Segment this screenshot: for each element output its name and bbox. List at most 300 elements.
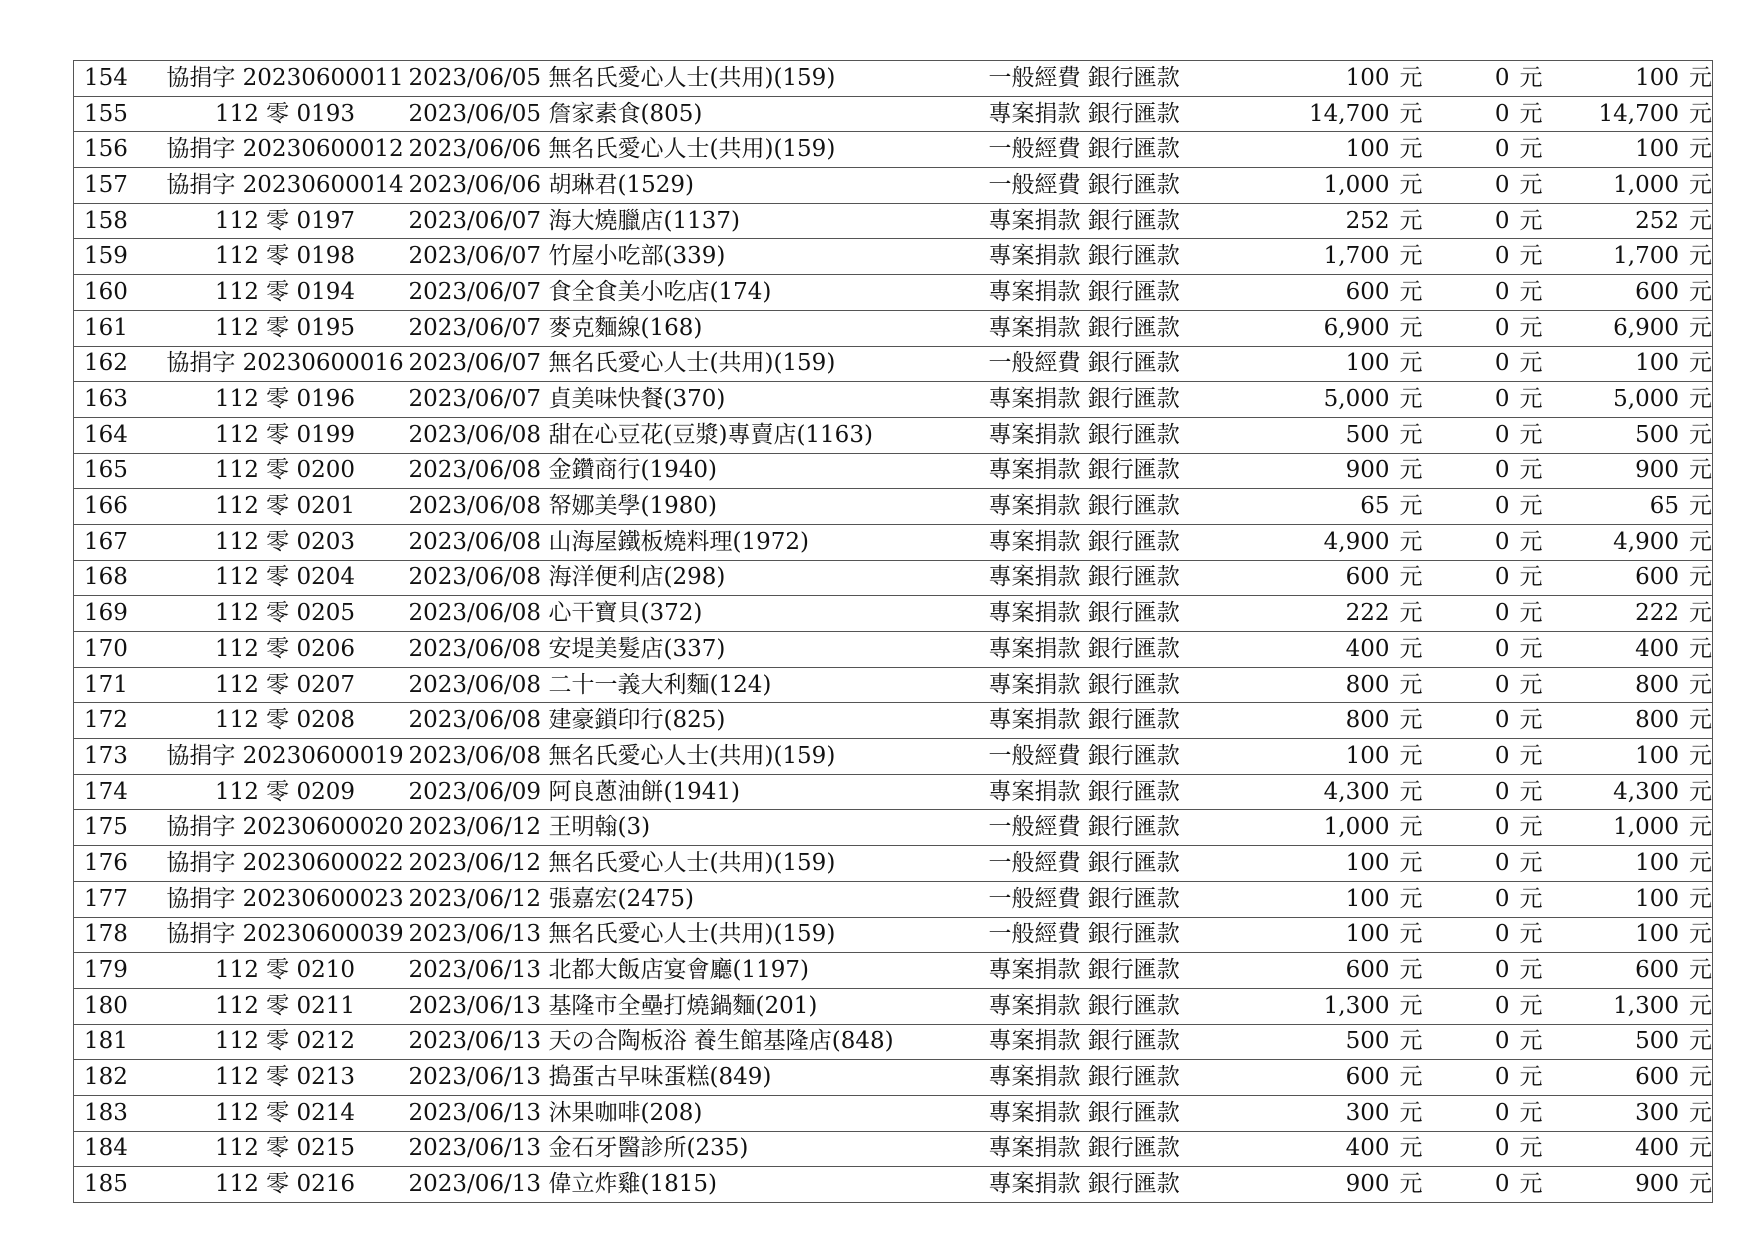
fee-value: 0 (1494, 350, 1510, 377)
receipt-number-cell (162, 881, 409, 917)
date-value: 2023/06/07 (408, 278, 542, 305)
net-amount-value: 800 (1635, 671, 1679, 698)
receipt-number-cell (162, 917, 409, 953)
date-cell (409, 881, 549, 917)
currency-unit: 元 (1519, 1028, 1543, 1055)
date-cell (409, 988, 549, 1024)
currency-unit: 元 (1519, 421, 1543, 448)
serial-number-value: 158 (84, 207, 128, 234)
serial-number-value: 182 (84, 1064, 128, 1091)
donation-type-value: 專案捐款 銀行匯款 (988, 992, 1180, 1019)
currency-unit: 元 (1519, 921, 1543, 948)
donation-type-cell (989, 61, 1209, 97)
donor-name-value: 麥克麵線(168) (548, 314, 703, 341)
date-cell (409, 667, 549, 703)
receipt-number-value: 112 零 0194 (214, 278, 356, 305)
amount-value: 400 (1345, 1135, 1390, 1162)
date-cell (409, 953, 549, 989)
donation-type-cell (989, 953, 1209, 989)
date-cell (409, 560, 549, 596)
serial-number-cell (74, 774, 162, 810)
receipt-number-value: 112 零 0205 (214, 600, 356, 627)
currency-unit: 元 (1689, 849, 1712, 876)
donor-name-value: 無名氏愛心人士(共用)(159) (548, 136, 836, 163)
currency-unit: 元 (1519, 814, 1543, 841)
date-value: 2023/06/08 (408, 528, 542, 555)
fee-cell (1423, 239, 1553, 275)
table-row (74, 1060, 1713, 1096)
donor-name-cell (549, 739, 989, 775)
net-amount-cell (1553, 275, 1713, 311)
serial-number-cell (74, 739, 162, 775)
net-amount-cell (1553, 953, 1713, 989)
receipt-number-value: 112 零 0204 (214, 564, 356, 591)
date-value: 2023/06/05 (408, 100, 542, 127)
net-amount-cell (1553, 1024, 1713, 1060)
net-amount-value: 500 (1635, 421, 1679, 448)
fee-cell (1423, 560, 1553, 596)
serial-number-value: 185 (84, 1171, 128, 1198)
receipt-number-value: 協捐字 20230600023 (166, 885, 404, 912)
donation-type-cell (989, 1167, 1209, 1203)
serial-number-cell (74, 96, 162, 132)
serial-number-cell (74, 1167, 162, 1203)
currency-unit: 元 (1689, 564, 1712, 591)
net-amount-cell (1553, 988, 1713, 1024)
currency-unit: 元 (1519, 635, 1543, 662)
donor-name-cell (549, 667, 989, 703)
receipt-number-value: 協捐字 20230600022 (166, 849, 404, 876)
receipt-number-value: 112 零 0208 (214, 707, 356, 734)
date-cell (409, 61, 549, 97)
currency-unit: 元 (1399, 1028, 1423, 1055)
fee-value: 0 (1494, 992, 1510, 1019)
currency-unit: 元 (1399, 814, 1423, 841)
donation-type-cell (989, 132, 1209, 168)
serial-number-value: 184 (84, 1135, 128, 1162)
currency-unit: 元 (1399, 849, 1423, 876)
donor-name-cell (549, 275, 989, 311)
fee-value: 0 (1494, 635, 1510, 662)
net-amount-cell (1553, 203, 1713, 239)
amount-value: 500 (1345, 1028, 1390, 1055)
currency-unit: 元 (1519, 64, 1543, 91)
currency-unit: 元 (1399, 635, 1423, 662)
donor-name-cell (549, 524, 989, 560)
donation-type-value: 專案捐款 銀行匯款 (988, 207, 1180, 234)
amount-value: 800 (1345, 671, 1390, 698)
amount-value: 222 (1345, 600, 1390, 627)
fee-value: 0 (1494, 671, 1510, 698)
date-value: 2023/06/08 (408, 671, 542, 698)
donor-name-value: 沐果咖啡(208) (548, 1099, 703, 1126)
receipt-number-cell (162, 703, 409, 739)
currency-unit: 元 (1519, 457, 1543, 484)
donation-type-value: 專案捐款 銀行匯款 (988, 314, 1180, 341)
amount-cell (1209, 310, 1423, 346)
date-value: 2023/06/07 (408, 207, 542, 234)
fee-cell (1423, 846, 1553, 882)
receipt-number-cell (162, 417, 409, 453)
donor-name-value: 海大燒臘店(1137) (548, 207, 740, 234)
fee-cell (1423, 1060, 1553, 1096)
receipt-number-value: 協捐字 20230600020 (166, 814, 404, 841)
date-value: 2023/06/13 (408, 1135, 542, 1162)
receipt-number-cell (162, 1024, 409, 1060)
currency-unit: 元 (1689, 885, 1712, 912)
net-amount-value: 100 (1635, 921, 1679, 948)
amount-value: 100 (1345, 742, 1390, 769)
date-value: 2023/06/08 (408, 457, 542, 484)
currency-unit: 元 (1689, 1064, 1712, 1091)
donor-name-cell (549, 382, 989, 418)
net-amount-value: 222 (1635, 600, 1679, 627)
fee-cell (1423, 667, 1553, 703)
donation-type-value: 一般經費 銀行匯款 (988, 885, 1180, 912)
currency-unit: 元 (1519, 1171, 1543, 1198)
fee-cell (1423, 310, 1553, 346)
table-row (74, 774, 1713, 810)
currency-unit: 元 (1689, 314, 1712, 341)
amount-cell (1209, 774, 1423, 810)
serial-number-cell (74, 846, 162, 882)
currency-unit: 元 (1519, 957, 1543, 984)
currency-unit: 元 (1689, 1099, 1712, 1126)
serial-number-cell (74, 667, 162, 703)
currency-unit: 元 (1689, 100, 1712, 127)
currency-unit: 元 (1399, 207, 1423, 234)
amount-cell (1209, 846, 1423, 882)
date-cell (409, 632, 549, 668)
currency-unit: 元 (1689, 171, 1712, 198)
date-value: 2023/06/07 (408, 314, 542, 341)
serial-number-value: 154 (84, 64, 128, 91)
donor-name-cell (549, 453, 989, 489)
date-value: 2023/06/12 (408, 849, 542, 876)
fee-value: 0 (1494, 600, 1510, 627)
table-row (74, 1167, 1713, 1203)
serial-number-cell (74, 1095, 162, 1131)
receipt-number-value: 112 零 0200 (214, 457, 356, 484)
net-amount-value: 600 (1635, 1064, 1679, 1091)
amount-cell (1209, 239, 1423, 275)
serial-number-cell (74, 881, 162, 917)
currency-unit: 元 (1399, 1135, 1423, 1162)
donor-name-value: 王明翰(3) (548, 814, 651, 841)
donor-name-cell (549, 1060, 989, 1096)
serial-number-cell (74, 310, 162, 346)
date-cell (409, 382, 549, 418)
date-value: 2023/06/07 (408, 243, 542, 270)
table-row (74, 667, 1713, 703)
table-row (74, 1095, 1713, 1131)
donor-name-cell (549, 846, 989, 882)
serial-number-value: 155 (84, 100, 128, 127)
receipt-number-cell (162, 239, 409, 275)
amount-value: 1,300 (1323, 992, 1390, 1019)
donation-ledger-table (73, 60, 1713, 1203)
currency-unit: 元 (1519, 386, 1543, 413)
amount-value: 1,700 (1323, 243, 1390, 270)
receipt-number-value: 協捐字 20230600039 (166, 921, 404, 948)
donor-name-value: 甜在心豆花(豆漿)專賣店(1163) (548, 421, 873, 448)
table-row (74, 168, 1713, 204)
date-cell (409, 524, 549, 560)
donor-name-cell (549, 1024, 989, 1060)
receipt-number-value: 112 零 0211 (214, 992, 356, 1019)
fee-cell (1423, 168, 1553, 204)
currency-unit: 元 (1689, 635, 1712, 662)
date-value: 2023/06/13 (408, 1028, 542, 1055)
net-amount-cell (1553, 132, 1713, 168)
currency-unit: 元 (1689, 957, 1712, 984)
amount-cell (1209, 61, 1423, 97)
amount-cell (1209, 988, 1423, 1024)
donation-type-cell (989, 417, 1209, 453)
date-value: 2023/06/12 (408, 885, 542, 912)
fee-cell (1423, 774, 1553, 810)
donor-name-value: 食全食美小吃店(174) (548, 278, 772, 305)
amount-cell (1209, 1131, 1423, 1167)
donor-name-cell (549, 489, 989, 525)
net-amount-cell (1553, 596, 1713, 632)
serial-number-value: 181 (84, 1028, 128, 1055)
amount-cell (1209, 1167, 1423, 1203)
net-amount-cell (1553, 881, 1713, 917)
fee-cell (1423, 203, 1553, 239)
date-cell (409, 810, 549, 846)
fee-value: 0 (1494, 243, 1510, 270)
fee-cell (1423, 953, 1553, 989)
donation-type-cell (989, 382, 1209, 418)
receipt-number-cell (162, 810, 409, 846)
amount-value: 5,000 (1323, 386, 1390, 413)
currency-unit: 元 (1399, 957, 1423, 984)
receipt-number-cell (162, 1167, 409, 1203)
donor-name-cell (549, 168, 989, 204)
receipt-number-cell (162, 953, 409, 989)
net-amount-cell (1553, 489, 1713, 525)
table-row (74, 346, 1713, 382)
currency-unit: 元 (1689, 671, 1712, 698)
amount-cell (1209, 703, 1423, 739)
serial-number-value: 177 (84, 885, 128, 912)
date-cell (409, 132, 549, 168)
net-amount-value: 100 (1635, 849, 1679, 876)
fee-value: 0 (1494, 1135, 1510, 1162)
receipt-number-cell (162, 1060, 409, 1096)
donation-type-value: 專案捐款 銀行匯款 (988, 1135, 1180, 1162)
date-cell (409, 489, 549, 525)
receipt-number-cell (162, 96, 409, 132)
donation-type-value: 一般經費 銀行匯款 (988, 136, 1180, 163)
serial-number-value: 179 (84, 957, 128, 984)
receipt-number-value: 112 零 0195 (214, 314, 356, 341)
net-amount-value: 1,000 (1613, 171, 1679, 198)
receipt-number-value: 112 零 0207 (214, 671, 356, 698)
fee-value: 0 (1494, 957, 1510, 984)
donor-name-cell (549, 917, 989, 953)
table-row (74, 1131, 1713, 1167)
net-amount-cell (1553, 1131, 1713, 1167)
currency-unit: 元 (1689, 778, 1712, 805)
donor-name-value: 竹屋小吃部(339) (548, 243, 726, 270)
currency-unit: 元 (1399, 671, 1423, 698)
receipt-number-cell (162, 632, 409, 668)
table-row (74, 917, 1713, 953)
receipt-number-cell (162, 846, 409, 882)
serial-number-cell (74, 1131, 162, 1167)
receipt-number-cell (162, 168, 409, 204)
receipt-number-value: 112 零 0198 (214, 243, 356, 270)
donor-name-cell (549, 346, 989, 382)
fee-cell (1423, 1024, 1553, 1060)
fee-cell (1423, 881, 1553, 917)
serial-number-value: 168 (84, 564, 128, 591)
donor-name-cell (549, 632, 989, 668)
serial-number-cell (74, 489, 162, 525)
serial-number-cell (74, 632, 162, 668)
receipt-number-value: 112 零 0210 (214, 957, 356, 984)
donor-name-cell (549, 810, 989, 846)
donation-type-cell (989, 489, 1209, 525)
currency-unit: 元 (1689, 992, 1712, 1019)
fee-cell (1423, 61, 1553, 97)
fee-value: 0 (1494, 278, 1510, 305)
donation-type-value: 專案捐款 銀行匯款 (988, 671, 1180, 698)
serial-number-cell (74, 346, 162, 382)
net-amount-cell (1553, 382, 1713, 418)
table-row (74, 61, 1713, 97)
currency-unit: 元 (1689, 493, 1712, 520)
date-value: 2023/06/08 (408, 493, 542, 520)
fee-value: 0 (1494, 564, 1510, 591)
receipt-number-cell (162, 275, 409, 311)
amount-cell (1209, 382, 1423, 418)
date-cell (409, 1167, 549, 1203)
donation-type-value: 專案捐款 銀行匯款 (988, 600, 1180, 627)
currency-unit: 元 (1399, 1064, 1423, 1091)
donation-type-cell (989, 703, 1209, 739)
currency-unit: 元 (1399, 1171, 1423, 1198)
donation-type-value: 專案捐款 銀行匯款 (988, 1171, 1180, 1198)
serial-number-cell (74, 560, 162, 596)
receipt-number-value: 112 零 0215 (214, 1135, 356, 1162)
date-cell (409, 203, 549, 239)
date-value: 2023/06/06 (408, 136, 542, 163)
currency-unit: 元 (1399, 457, 1423, 484)
donation-type-value: 一般經費 銀行匯款 (988, 849, 1180, 876)
fee-value: 0 (1494, 171, 1510, 198)
currency-unit: 元 (1689, 742, 1712, 769)
donor-name-value: 海洋便利店(298) (548, 564, 726, 591)
donor-name-cell (549, 703, 989, 739)
donor-name-value: 偉立炸雞(1815) (548, 1171, 717, 1198)
serial-number-value: 162 (84, 350, 128, 377)
table-row (74, 203, 1713, 239)
donation-type-value: 專案捐款 銀行匯款 (988, 528, 1180, 555)
fee-cell (1423, 96, 1553, 132)
table-row (74, 489, 1713, 525)
receipt-number-cell (162, 524, 409, 560)
serial-number-cell (74, 1060, 162, 1096)
currency-unit: 元 (1689, 707, 1712, 734)
currency-unit: 元 (1399, 386, 1423, 413)
net-amount-cell (1553, 846, 1713, 882)
amount-value: 4,900 (1323, 528, 1390, 555)
amount-value: 400 (1345, 635, 1390, 662)
amount-value: 100 (1345, 136, 1390, 163)
currency-unit: 元 (1399, 278, 1423, 305)
currency-unit: 元 (1689, 600, 1712, 627)
currency-unit: 元 (1399, 493, 1423, 520)
receipt-number-cell (162, 596, 409, 632)
donation-type-cell (989, 96, 1209, 132)
currency-unit: 元 (1689, 278, 1712, 305)
amount-cell (1209, 346, 1423, 382)
net-amount-cell (1553, 739, 1713, 775)
amount-value: 600 (1345, 564, 1390, 591)
net-amount-value: 5,000 (1613, 386, 1679, 413)
donor-name-value: 搗蛋古早味蛋糕(849) (548, 1064, 772, 1091)
receipt-number-cell (162, 1131, 409, 1167)
date-cell (409, 96, 549, 132)
net-amount-cell (1553, 417, 1713, 453)
net-amount-cell (1553, 560, 1713, 596)
donor-name-value: 金鑽商行(1940) (548, 457, 717, 484)
amount-value: 252 (1345, 207, 1390, 234)
amount-value: 4,300 (1323, 778, 1390, 805)
donor-name-cell (549, 596, 989, 632)
receipt-number-cell (162, 346, 409, 382)
net-amount-value: 100 (1635, 742, 1679, 769)
fee-value: 0 (1494, 314, 1510, 341)
table-row (74, 417, 1713, 453)
amount-value: 6,900 (1323, 314, 1390, 341)
fee-value: 0 (1494, 742, 1510, 769)
serial-number-value: 167 (84, 528, 128, 555)
date-cell (409, 417, 549, 453)
currency-unit: 元 (1399, 350, 1423, 377)
amount-value: 1,000 (1323, 171, 1390, 198)
currency-unit: 元 (1519, 171, 1543, 198)
currency-unit: 元 (1399, 778, 1423, 805)
date-value: 2023/06/08 (408, 707, 542, 734)
fee-value: 0 (1494, 814, 1510, 841)
donation-type-cell (989, 988, 1209, 1024)
currency-unit: 元 (1689, 814, 1712, 841)
donation-type-cell (989, 1131, 1209, 1167)
table-row (74, 453, 1713, 489)
net-amount-value: 900 (1635, 457, 1679, 484)
fee-value: 0 (1494, 207, 1510, 234)
fee-cell (1423, 1131, 1553, 1167)
currency-unit: 元 (1689, 421, 1712, 448)
net-amount-value: 400 (1635, 635, 1679, 662)
currency-unit: 元 (1399, 136, 1423, 163)
receipt-number-value: 協捐字 20230600016 (166, 350, 404, 377)
donor-name-value: 金石牙醫診所(235) (548, 1135, 749, 1162)
donation-type-value: 專案捐款 銀行匯款 (988, 957, 1180, 984)
currency-unit: 元 (1399, 421, 1423, 448)
donation-type-cell (989, 596, 1209, 632)
serial-number-cell (74, 61, 162, 97)
date-cell (409, 703, 549, 739)
fee-value: 0 (1494, 64, 1510, 91)
net-amount-cell (1553, 1095, 1713, 1131)
donation-type-cell (989, 917, 1209, 953)
serial-number-value: 178 (84, 921, 128, 948)
